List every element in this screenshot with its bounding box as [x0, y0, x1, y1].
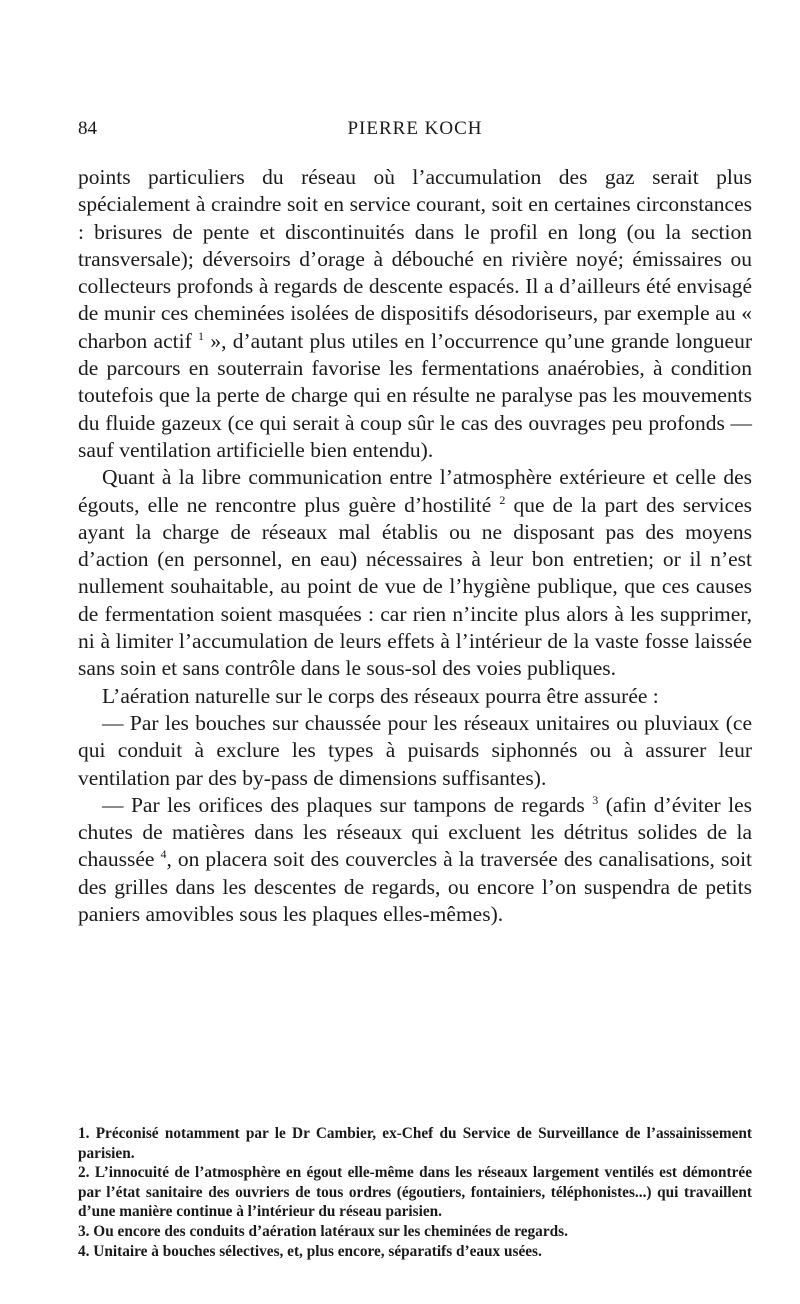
paragraph-2: Quant à la libre communication entre l’atmosphère extérieure et celle des égouts, elle ne rencontre plus guère d’hostilité $^2$ que de la part des services ayant la charge de réseaux mal établis ou ne disposant pas des moyens d’action (en personnel, en eau) nécessaires à leur bon entretien; or il n’est nullement souhaitable, au point de vue de l’hygiène publique, que ces causes de fermentation soient masquées : car rien n’incite plus alors à les supprimer, ni à limiter l’accumulation de leurs effets à l’intérieur de la vaste fosse laissée sans soin et sans contrôle dans le sous-sol des voies publiques.	[78, 465, 753, 681]
footnote-3: 3. Ou encore des conduits d’aération latéraux sur les cheminées de regards.	[78, 1222, 568, 1240]
footnote-ref-2: 2	[499, 492, 506, 507]
footnotes	[78, 1124, 752, 1261]
paragraph-4: — Par les bouches sur chaussée pour les réseaux unitaires ou pluviaux (ce qui conduit à exclure les types à puisards siphonnés ou à assurer leur ventilation par des by-pass de dimensions suffisantes).	[78, 710, 752, 790]
paragraph-3: L’aération naturelle sur le corps des réseaux pourra être assurée :	[102, 683, 659, 708]
footnote-ref-1: 1	[198, 328, 205, 343]
footnote-ref-3: 3	[592, 792, 599, 807]
footnote-1: 1. Préconisé notamment par le Dr Cambier, ex-Chef du Service de Surveillance de l’assainissement parisien.	[78, 1125, 752, 1162]
body-text	[78, 164, 752, 928]
footnote-4: 4. Unitaire à bouches sélectives, et, plus encore, séparatifs d’eaux usées.	[78, 1242, 542, 1260]
page-number: 84	[78, 118, 97, 139]
footnote-2: 2. L’innocuité de l’atmosphère en égout elle-même dans les réseaux largement ventilés est démontrée par l’état sanitaire des ouvriers de tous ordres (égoutiers, fontainiers, téléphonistes...) qui travaillent d’une manière continue à l’intérieur du réseau parisien.	[78, 1164, 752, 1221]
running-title: PIERRE KOCH	[347, 118, 483, 139]
paragraph-1: points particuliers du réseau où l’accumulation des gaz serait plus spécialement à craindre soit en service courant, soit en certaines circonstances : brisures de pente et discontinuités dans le profil en long (ou la section transversale); déversoirs d’orage à débouché en rivière noyé; émissaires ou collecteurs profonds à regards de descente espacés. Il a d’ailleurs été envisagé de munir ces cheminées isolées de dispositifs désodoriseurs, par exemple au « charbon actif $^1$ », d’autant plus utiles en l’occurrence qu’une grande longueur de parcours en souterrain favorise les fermentations anaérobies, à condition toutefois que la perte de charge qui en résulte ne paralyse pas les mouvements du fluide gazeux (ce qui serait à coup sûr le cas des ouvrages peu profonds — sauf ventilation artificielle bien entendu).	[78, 165, 752, 462]
footnote-ref-4: 4	[160, 847, 167, 862]
page-header	[78, 118, 752, 148]
paragraph-5: — Par les orifices des plaques sur tampons de regards $^3$ (afin d’éviter les chutes de matières dans les réseaux qui excluent les détritus solides de la chaussée $^4$, on placera soit des couvercles à la traversée des canalisations, soit des grilles dans les descentes de regards, ou encore l’on suspendra de petits paniers amovibles sous les plaques elles-mêmes).	[78, 792, 753, 927]
